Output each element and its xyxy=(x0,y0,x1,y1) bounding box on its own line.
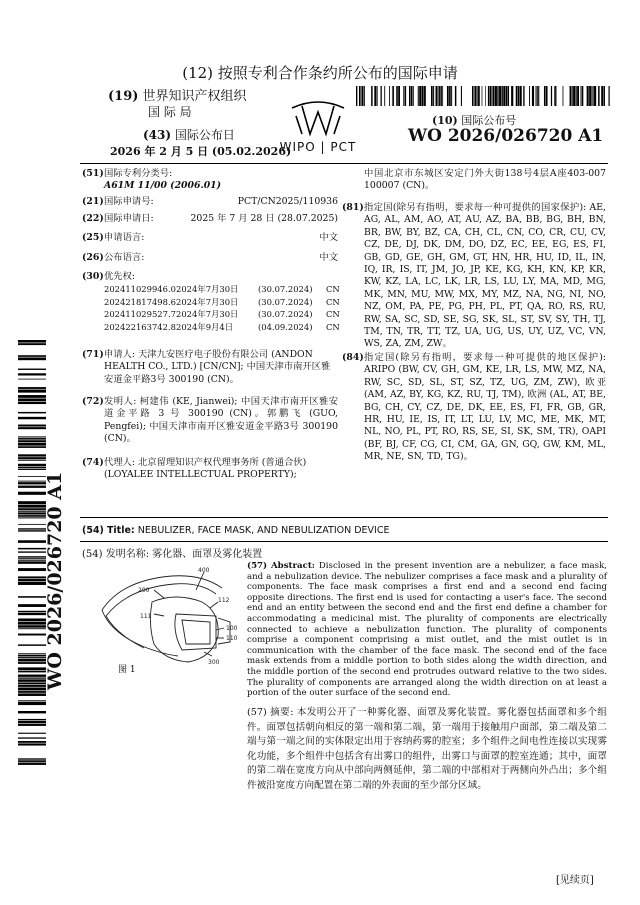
document-header-title: (12) 按照专利合作条约所公布的国际申请 xyxy=(182,64,458,82)
field-22: (22) 国际申请日: 2025 年 7 月 28 日 (28.07.2025) xyxy=(82,213,338,224)
priority-no: 202411029946.0 xyxy=(104,284,176,295)
priority-no: 202421817498.6 xyxy=(104,296,176,307)
wipo-logo-icon xyxy=(262,98,374,164)
field-25: (25) 申请语言: 中文 xyxy=(82,232,338,243)
agent-address: 中国北京市东城区安定门外大街138号4层A座403-007 100007 (CN)。 xyxy=(364,168,606,192)
title-en: (54) Title: NEBULIZER, FACE MASK, AND NEBULIZATION DEVICE xyxy=(82,525,390,536)
ref-label: 300 xyxy=(208,659,220,666)
abstract-cn: (57) 摘要: 本发明公开了一种雾化器、面罩及雾化装置。雾化器包括面罩和多个组件。面罩包括朝向相反的第一端和第二端，第一端用于接触用户面部，第二端及第二端与第一端之间的实体限定出用于容纳药雾的腔室；多个组件之间电性连接以实现雾化功能，多个组件中包括含有出雾口的组件，出雾口与面罩的腔室连通；其中，面罩的第二端在宽度方向从中部向两侧延伸，第二端的中部相对于两侧向外凸出；多个组件被沿宽度方向配置在第二端的外表面的至少部分区域。 xyxy=(247,707,607,791)
field-71-applicant: (71) 申请人: 天津九安医疗电子股份有限公司 (ANDON HEALTH CO., LTD.) [CN/CN]; 中国天津市南开区雅安道金平路3号 300190 (CN)。 xyxy=(82,349,331,385)
office-name: 国 际 局 xyxy=(148,105,192,119)
ref-label: 400 xyxy=(198,567,210,574)
priority-no: 202422163742.8 xyxy=(104,321,176,332)
field-21: (21) 国际申请号: PCT/CN2025/110936 xyxy=(82,196,338,207)
pub-date-label: (43) 国际公布日 xyxy=(143,128,235,142)
ref-label: 100 xyxy=(226,625,238,632)
pub-number: WO 2026/026720 A1 xyxy=(408,126,604,146)
header-divider xyxy=(80,163,608,164)
field-74-agent: (74) 代理人: 北京留理知识产权代理事务所 (普通合伙) (LOYALEE INTELLECTUAL PROPERTY); xyxy=(82,457,307,481)
barcode-top xyxy=(356,86,610,106)
field-72-inventors: (72) 发明人: 柯建伟 (KE, Jianwei); 中国天津市南开区雅安道金平路 3 号 300190 (CN)。郭鹏飞 (GUO, Pengfei); 中国天津市南开区雅安道金平路3号 300190 (CN)。 xyxy=(82,396,338,445)
title-divider-top xyxy=(80,517,608,518)
continued-label: [见续页] xyxy=(556,875,594,886)
field-81-designated-states: (81) 指定国(除另有指明，要求每一种可提供的国家保护): AE, AG, AL, AM, AO, AT, AU, AZ, BA, BB, BG, BH, BN, BR, BW, BY, BZ, CA, CH, CL, CN, CO, CR, CU, CV, CZ, DE, DJ, DK, DM, DO, DZ, EC, EE, EG, ES, FI, GB, GD, GE, GH, GM, GT, HN, HR, HU, ID, IL, IN, IQ, IR, IS, IT, JM, JO, JP, KE, KG, KH, KN, KP, KR, KW, KZ, LA, LC, LK, LR, LS, LU, LY, MA, MD, MG, MK, MN, MU, MW, MX, MY, MZ, NA, NG, NI, NO, NZ, OM, PA, PE, PG, PH, PL, PT, QA, RO, RS, RU, RW, SA, SC, SD, SE, SG, SK, SL, ST, SV, SY, TH, TJ, TM, TN, TR, TT, TZ, UA, UG, US, UY, UZ, VC, VN, WS, ZA, ZM, ZW。 xyxy=(342,202,606,350)
org-line: (19) 世界知识产权组织 xyxy=(108,89,247,104)
side-pub-number: WO 2026/026720 A1 xyxy=(44,471,66,690)
field-26: (26) 公布语言: 中文 xyxy=(82,252,338,263)
ref-label: 200 xyxy=(138,587,150,594)
ref-label: 111 xyxy=(140,613,152,620)
title-divider-bottom xyxy=(80,541,608,542)
figure-label: 图 1 xyxy=(118,665,136,675)
priority-no: 202411029527.7 xyxy=(104,309,176,320)
field-30-priority: (30) 优先权: 202411029946.0 2024年7月30日 (30.07.2024) CN 202421817498.6 2024年7月30日 (30.07.2024) CN 202411029527.7 2024年7月30日 (30.07.2024) CN 202422163742.8 2024年9月4日 (04.09.2024) CN xyxy=(82,271,340,332)
wipo-pct-text: WIPO | PCT xyxy=(279,140,357,154)
ref-label: 110 xyxy=(226,635,238,642)
abstract-en: (57) Abstract: Disclosed in the present invention are a nebulizer, a face mask, and a nebulization device. The nebulizer comprises a face mask and a plurality of components. The face mask comprises a first end and a second end facing opposite directions. The first end is used for contacting a user's face. The second end and an entity between the second end and the first end define a chamber for accommodating a medicinal mist. The plurality of components are electrically connected to achieve a nebulization function. The plurality of components comprise a component comprising a mist outlet, and the mist outlet is in communication with the chamber of the face mask. The second end of the face mask extends from a middle portion to both sides along the width direction, and the middle portion of the second end protrudes outward relative to the two sides. The plurality of components are arranged along the width direction on at least a portion of the outer surface of the second end. xyxy=(247,561,608,699)
pub-no-label: (10) 国际公布号 xyxy=(432,114,517,127)
barcode-side xyxy=(18,340,46,770)
title-cn: (54) 发明名称: 雾化器、面罩及雾化装置 xyxy=(82,549,263,560)
ref-label: 112 xyxy=(218,597,230,604)
pub-date-value: 2026 年 2 月 5 日 (05.02.2026) xyxy=(110,145,292,158)
nebulizer-figure xyxy=(92,562,242,674)
field-84-regional: (84) 指定国(除另有指明，要求每一种可提供的地区保护): ARIPO (BW, CV, GH, GM, KE, LR, LS, MW, MZ, NA, RW, SC, SD, SL, ST, SZ, TZ, UG, ZM, ZW), 欧亚 (AM, AZ, BY, KG, KZ, RU, TJ, TM), 欧洲 (AL, AT, BE, BG, CH, CY, CZ, DE, DK, EE, ES, FI, FR, GB, GR, HR, HU, IE, IS, IT, LT, LU, LV, MC, ME, MK, MT, NL, NO, PL, PT, RO, RS, SE, SI, SK, SM, TR), OAPI (BF, BJ, CF, CG, CI, CM, GA, GN, GQ, GW, KM, ML, MR, NE, SN, TD, TG)。 xyxy=(342,352,606,463)
field-51: (51) 国际专利分类号: A61M 11/00 (2006.01) xyxy=(82,168,222,192)
